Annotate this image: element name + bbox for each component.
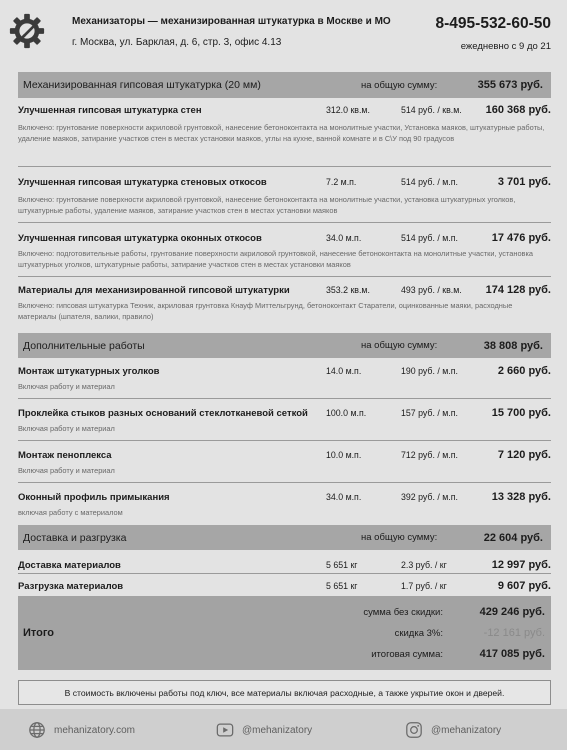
item-total: 9 607 руб. (497, 580, 551, 592)
item-quantity: 353.2 кв.м. (326, 285, 370, 295)
section-title: Дополнительные работы (23, 339, 145, 352)
item-note: Включено: гипсовая штукатурка Техник, акриловая грунтовка Кнауф Миттельгрунд, бетоноконтакт Старатели, оцинкованные маяки, расходные материалы (шпателя, валики, правило) (18, 301, 513, 321)
globe-icon (28, 721, 46, 739)
section-sum-label: на общую сумму: (361, 532, 438, 543)
item-note: включая работу с материалом (18, 508, 123, 517)
table-row (18, 550, 551, 574)
item-title: Проклейка стыков разных оснований стеклотканевой сеткой (18, 408, 308, 419)
item-total: 174 128 руб. (485, 284, 551, 296)
section-sum-label: на общую сумму: (361, 79, 438, 91)
phone-number[interactable]: 8-495-532-60-50 (435, 15, 551, 32)
final-row (323, 644, 545, 665)
item-price: 514 руб. / м.п. (401, 177, 458, 187)
item-title: Монтаж штукатурных уголков (18, 366, 160, 377)
item-quantity: 34.0 м.п. (326, 233, 362, 243)
table-row (18, 98, 551, 167)
item-title: Улучшенная гипсовая штукатурка стеновых откосов (18, 177, 267, 188)
item-total: 12 997 руб. (491, 559, 551, 571)
table-row (18, 483, 551, 525)
item-title: Доставка материалов (18, 560, 121, 571)
section-sum: 38 808 руб. (483, 339, 543, 352)
website-text: mehanizatory.com (54, 724, 135, 736)
item-price: 514 руб. / м.п. (401, 233, 458, 243)
item-quantity: 7.2 м.п. (326, 177, 357, 187)
item-title: Оконный профиль примыкания (18, 492, 170, 503)
section-header-extra (18, 333, 551, 358)
item-note: Включено: подготовительные работы, грунтование поверхности акриловой грунтовкой, нанесение бетоноконтакта на монолитные участки, установка штукатурных уголков, штукатурные работы, затирание участков стен в местах установки маяков (18, 249, 533, 269)
instagram-link[interactable] (405, 721, 501, 739)
item-price: 2.3 руб. / кг (401, 560, 447, 570)
item-total: 3 701 руб. (497, 176, 551, 188)
table-row (18, 574, 551, 596)
item-note: Включено: грунтование поверхности акриловой грунтовкой, нанесение бетоноконтакта на монолитные участки, установка штукатурных уголков, штукатурные работы, удаление маяков, затирание участков стен в местах установки маяков (18, 195, 516, 215)
item-title: Монтаж пеноплекса (18, 450, 112, 461)
header (0, 0, 567, 64)
item-total: 13 328 руб. (491, 491, 551, 503)
item-title: Разгрузка материалов (18, 581, 124, 592)
item-price: 493 руб. / кв.м. (401, 285, 462, 295)
item-price: 514 руб. / кв.м. (401, 105, 462, 115)
subtotal-value: 429 246 руб. (479, 605, 545, 618)
item-title: Улучшенная гипсовая штукатурка оконных откосов (18, 233, 262, 244)
section-header-delivery (18, 525, 551, 550)
section-sum: 355 673 руб. (477, 79, 543, 91)
table-row (18, 223, 551, 277)
discount-label: скидка 3%: (394, 627, 443, 639)
item-price: 712 руб. / м.п. (401, 450, 458, 460)
item-price: 157 руб. / м.п. (401, 408, 458, 418)
item-note: Включая работу и материал (18, 424, 115, 433)
section-header-plaster (18, 72, 551, 98)
table-row (18, 441, 551, 483)
estimate-table (18, 72, 551, 670)
item-total: 17 476 руб. (491, 232, 551, 244)
contacts-bar (0, 709, 567, 750)
footnote: В стоимость включены работы под ключ, все материалы включая расходные, а также укрытие окон и дверей. (18, 680, 551, 705)
table-row (18, 277, 551, 333)
item-total: 7 120 руб. (497, 449, 551, 461)
final-label: итоговая сумма: (371, 648, 443, 660)
item-price: 1.7 руб. / кг (401, 581, 447, 591)
item-price: 392 руб. / м.п. (401, 492, 458, 502)
table-row (18, 358, 551, 399)
section-title: Доставка и разгрузка (23, 531, 127, 544)
item-quantity: 5 651 кг (326, 560, 358, 570)
company-logo (8, 12, 46, 50)
item-title: Улучшенная гипсовая штукатурка стен (18, 105, 202, 116)
instagram-text: @mehanizatory (431, 724, 502, 736)
discount-row (323, 623, 545, 644)
company-title: Механизаторы — механизированная штукатурка в Москве и МО (72, 16, 391, 27)
company-address: г. Москва, ул. Барклая, д. 6, стр. 3, офис 4.13 (72, 37, 282, 48)
item-price: 190 руб. / м.п. (401, 366, 458, 376)
youtube-icon (216, 721, 234, 739)
item-note: Включено: грунтование поверхности акриловой грунтовкой, нанесение бетоноконтакта на монолитные участки, Установка маяков, штукатурные работы, удаление маяков, затирание участков стен в местах установки маяков, углы на кухне, ванной комнате и в С\У под 90 градусов (18, 123, 545, 143)
website-link[interactable] (28, 721, 135, 739)
item-note: Включая работу и материал (18, 466, 115, 475)
item-total: 2 660 руб. (497, 365, 551, 377)
discount-value: -12 161 руб. (483, 626, 545, 639)
subtotal-label: сумма без скидки: (363, 606, 443, 618)
item-note: Включая работу и материал (18, 382, 115, 391)
item-quantity: 34.0 м.п. (326, 492, 362, 502)
item-quantity: 10.0 м.п. (326, 450, 362, 460)
section-title: Механизированная гипсовая штукатурка (20 мм) (23, 79, 261, 91)
item-quantity: 312.0 кв.м. (326, 105, 370, 115)
section-sum-label: на общую сумму: (361, 340, 438, 351)
instagram-icon (405, 721, 423, 739)
item-quantity: 100.0 м.п. (326, 408, 367, 418)
totals-block (18, 596, 551, 670)
item-total: 15 700 руб. (491, 407, 551, 419)
youtube-link[interactable] (216, 721, 312, 739)
table-row (18, 167, 551, 223)
section-sum: 22 604 руб. (483, 531, 543, 544)
working-hours: ежедневно с 9 до 21 (460, 41, 551, 52)
item-quantity: 14.0 м.п. (326, 366, 362, 376)
subtotal-row (323, 602, 545, 623)
item-total: 160 368 руб. (485, 104, 551, 116)
item-quantity: 5 651 кг (326, 581, 358, 591)
totals-label: Итого (23, 627, 55, 639)
youtube-text: @mehanizatory (242, 724, 313, 736)
table-row (18, 399, 551, 441)
item-title: Материалы для механизированной гипсовой штукатурки (18, 285, 290, 296)
final-value: 417 085 руб. (479, 647, 545, 660)
